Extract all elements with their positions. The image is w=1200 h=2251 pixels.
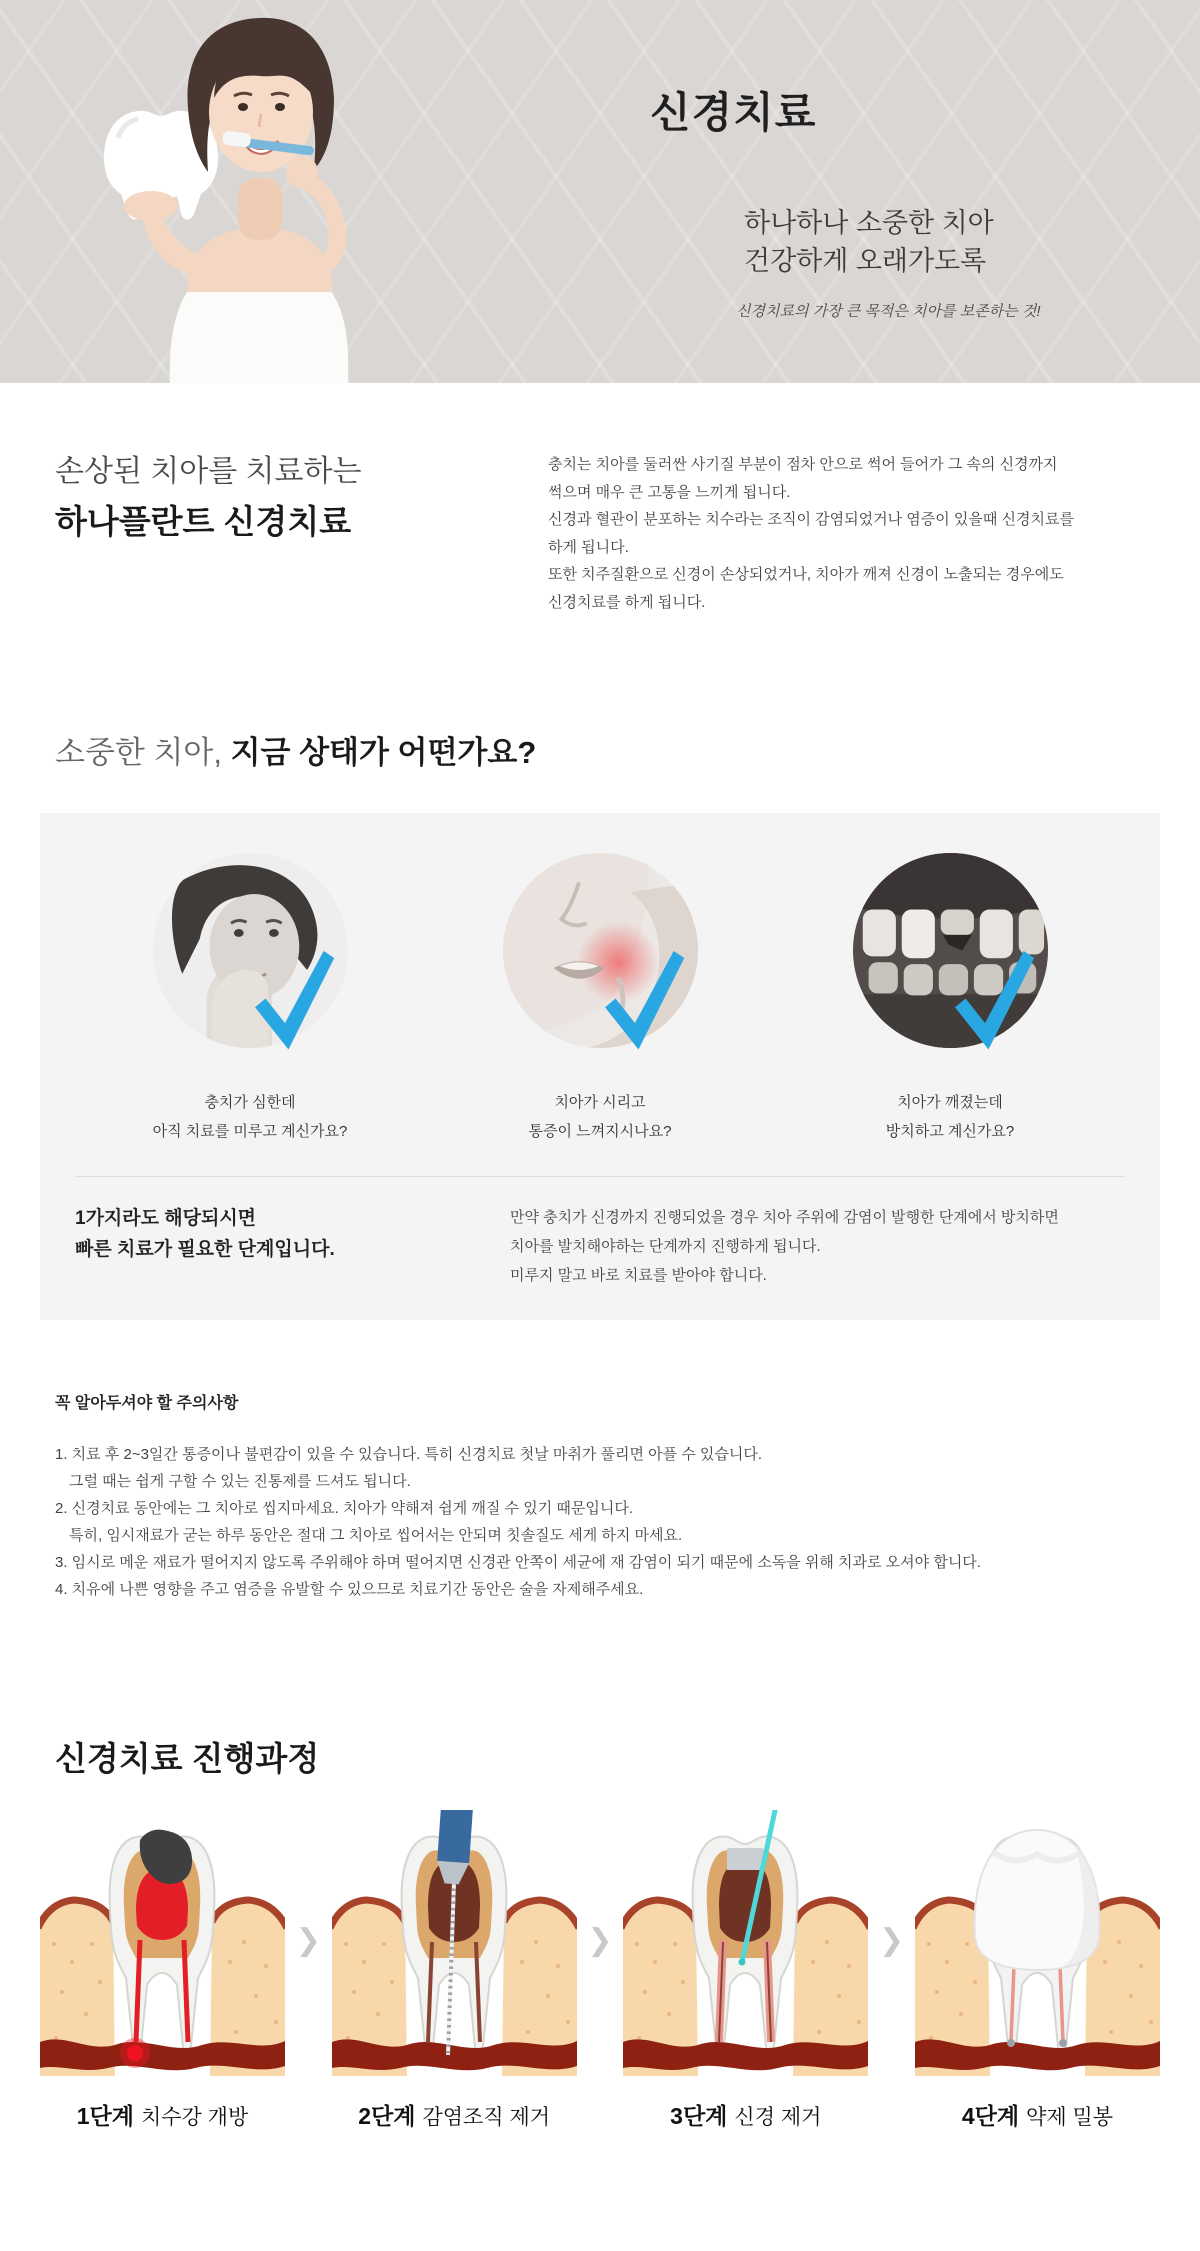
step-label	[962, 2098, 1113, 2131]
tooth-diagram-step4	[915, 1810, 1160, 2076]
panel-divider	[75, 1176, 1125, 1177]
hero-subtitle-line2: 건강하게 오래가도록	[744, 246, 987, 276]
intro-heading-light: 손상된 치아를 치료하는	[55, 455, 362, 488]
step-label	[77, 2098, 249, 2131]
notice-heading: 꼭 알아두셔야 할 주의사항	[55, 1394, 239, 1412]
case-item-broken	[775, 853, 1125, 1146]
step-number: 1단계	[76, 2103, 134, 2130]
case-photo-wrap	[853, 853, 1048, 1048]
conclusion-emphasis-line1: 1가지라도 해당되시면	[75, 1207, 257, 1229]
hero-photo-illustration	[38, 0, 438, 383]
arrow-right-icon: ❯	[295, 1924, 321, 1958]
check-icon	[248, 946, 336, 1058]
status-heading-bold: 지금 상태가 어떤가요?	[230, 734, 537, 770]
step-name: 신경 제거	[734, 2106, 822, 2130]
intro-section	[0, 383, 1200, 616]
arrow-right-icon: ❯	[587, 1924, 613, 1958]
notice-line: 2. 신경치료 동안에는 그 치아로 씹지마세요. 치아가 약해져 쉽게 깨질 수 있기 때문입니다.	[55, 1499, 634, 1517]
step-label	[670, 2098, 821, 2131]
conclusion-block	[75, 1203, 1125, 1290]
conclusion-emphasis-line2: 빠른 치료가 필요한 단계입니다.	[75, 1238, 335, 1260]
process-step-3	[623, 1810, 868, 2131]
paragraph-line: 하게 됩니다.	[548, 538, 629, 556]
status-heading-light: 소중한 치아,	[55, 734, 231, 770]
intro-paragraph	[548, 447, 1074, 616]
case-item-sensitivity	[425, 853, 775, 1146]
conclusion-detail-line: 만약 충치가 신경까지 진행되었을 경우 치아 주위에 감염이 발행한 단계에서 방치하면	[510, 1208, 1059, 1226]
hero-subtitle-line1: 하나하나 소중한 치아	[744, 208, 994, 238]
paragraph-line: 신경치료를 하게 됩니다.	[548, 593, 706, 611]
notice-line: 3. 임시로 메운 재료가 떨어지지 않도록 주위해야 하며 떨어지면 신경관 안쪽이 세균에 재 감염이 되기 때문에 소독을 위해 치과로 오셔야 합니다.	[55, 1553, 981, 1571]
intro-heading-bold: 하나플란트 신경치료	[55, 503, 352, 540]
step-number: 4단계	[961, 2103, 1020, 2130]
case-caption-line1: 충치가 심한데	[204, 1093, 296, 1111]
case-caption-line2: 통증이 느껴지시나요?	[528, 1122, 672, 1140]
notice-section	[0, 1320, 1200, 1603]
case-photo-wrap	[153, 853, 348, 1048]
tooth-diagram-step3	[623, 1810, 868, 2076]
notice-line: 4. 치유에 나쁜 영향을 주고 염증을 유발할 수 있으므로 치료기간 동안은 술을 자제해주세요.	[55, 1580, 644, 1598]
case-caption-line2: 방치하고 계신가요?	[885, 1122, 1015, 1140]
step-name: 치수강 개방	[140, 2106, 249, 2130]
case-caption	[886, 1088, 1014, 1146]
conclusion-detail-line: 치아를 발치해야하는 단계까지 진행하게 됩니다.	[510, 1237, 821, 1255]
case-caption-line1: 치아가 깨졌는데	[897, 1093, 1003, 1111]
status-panel	[40, 813, 1160, 1320]
step-name: 약제 밀봉	[1026, 2106, 1114, 2130]
notice-line: 1. 치료 후 2~3일간 통증이나 불편감이 있을 수 있습니다. 특히 신경치료 첫날 마취가 풀리면 아플 수 있습니다.	[55, 1445, 763, 1463]
paragraph-line: 충치는 치아를 둘러싼 사기질 부분이 점차 안으로 썩어 들어가 그 속의 신경까지	[548, 456, 1058, 473]
step-number: 3단계	[670, 2103, 728, 2130]
process-steps	[40, 1810, 1160, 2131]
conclusion-emphasis	[75, 1203, 510, 1290]
notice-list	[55, 1441, 1160, 1603]
step-number: 2단계	[358, 2103, 416, 2130]
process-heading: 신경치료 진행과정	[55, 1740, 320, 1778]
notice-line: 그럴 때는 쉽게 구할 수 있는 진통제를 드셔도 됩니다.	[69, 1472, 411, 1490]
hero-tagline: 신경치료의 가장 큰 목적은 치아를 보존하는 것!	[736, 303, 1041, 320]
conclusion-detail	[510, 1203, 1059, 1290]
paragraph-line: 또한 치주질환으로 신경이 손상되었거나, 치아가 깨져 신경이 노출되는 경우에도	[548, 566, 1064, 583]
case-caption-line2: 아직 치료를 미루고 계신가요?	[152, 1122, 348, 1140]
case-list	[75, 853, 1125, 1146]
process-step-2	[332, 1810, 577, 2131]
hero-subtitle	[744, 204, 1040, 280]
case-caption-line1: 치아가 시리고	[554, 1093, 646, 1111]
intro-heading	[55, 447, 428, 616]
conclusion-detail-line: 미루지 말고 바로 치료를 받아야 합니다.	[510, 1266, 767, 1284]
process-step-1	[40, 1810, 285, 2131]
hero-text-block	[650, 80, 1040, 321]
notice-line: 특히, 임시재료가 굳는 하루 동안은 절대 그 치아로 씹어서는 안되며 칫솔질도 세게 하지 마세요.	[69, 1526, 683, 1544]
step-label	[358, 2098, 550, 2131]
page-title: 신경치료	[650, 89, 817, 136]
hero-banner	[0, 0, 1200, 383]
process-step-4	[915, 1810, 1160, 2131]
process-section	[0, 1603, 1200, 2131]
case-caption	[153, 1088, 348, 1146]
step-name: 감염조직 제거	[422, 2106, 551, 2130]
page-bottom-spacer	[0, 2131, 1200, 2251]
paragraph-line: 썩으며 매우 큰 고통을 느끼게 됩니다.	[548, 483, 791, 501]
tooth-diagram-step2	[332, 1810, 577, 2076]
case-item-decay	[75, 853, 425, 1146]
check-icon	[598, 946, 686, 1058]
check-icon	[948, 946, 1036, 1058]
status-heading	[0, 642, 1200, 775]
case-caption	[529, 1088, 672, 1146]
tooth-diagram-step1	[40, 1810, 285, 2076]
case-photo-wrap	[503, 853, 698, 1048]
paragraph-line: 신경과 혈관이 분포하는 치수라는 조직이 감염되었거나 염증이 있을때 신경치료를	[548, 511, 1075, 528]
arrow-right-icon: ❯	[879, 1924, 905, 1958]
